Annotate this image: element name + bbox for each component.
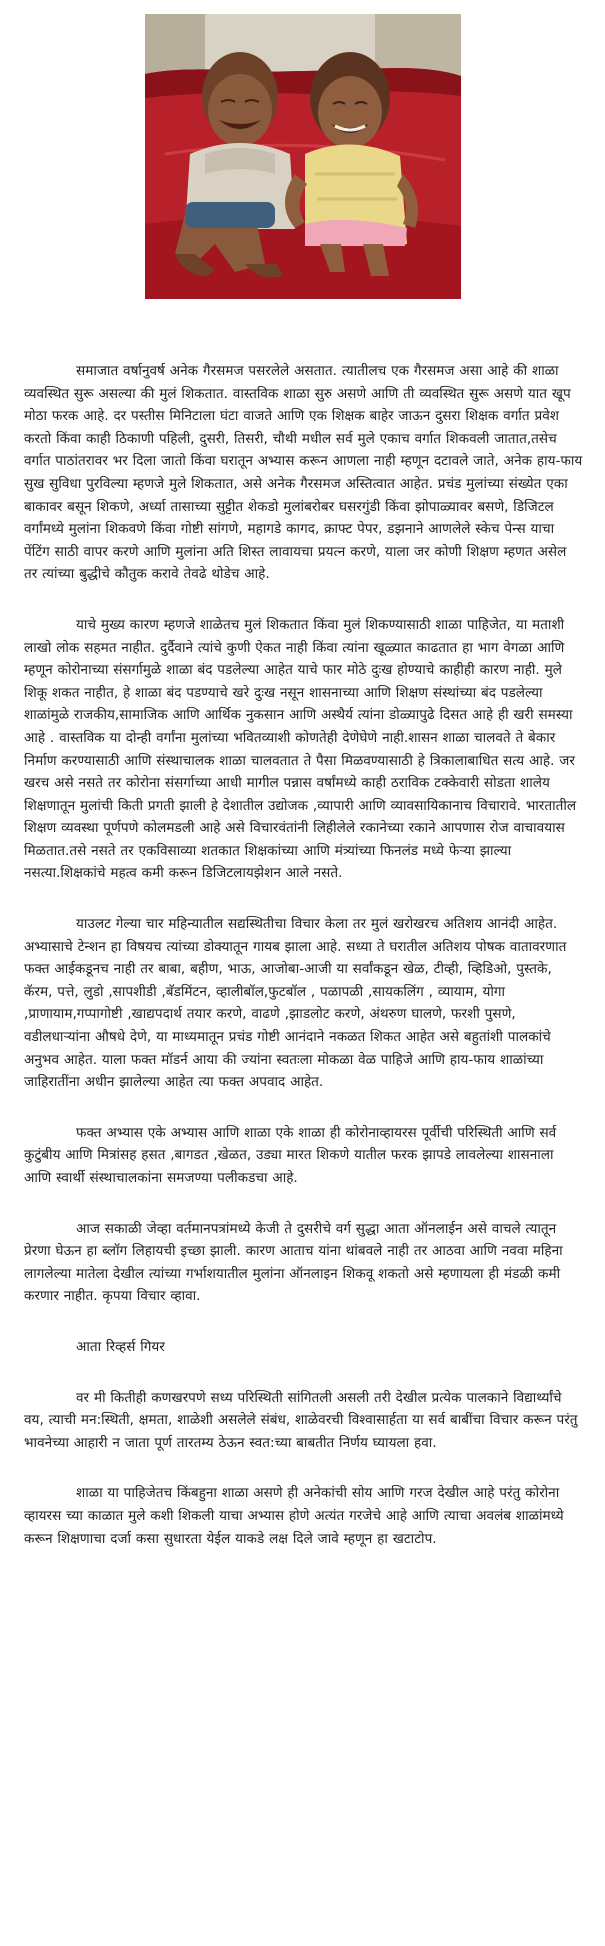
paragraph-3: याउलट गेल्या चार महिन्यातील सद्यस्थितीचा विचार केला तर मुलं खरोखरच अतिशय आनंदी आहेत. अभ्यासाचे टेन्शन हा विषयच त्यांच्या डोक्यातून गायब झाला आहे. सध्या ते घरातील अतिशय पोषक वातावरणात फक्त आईकडूनच नाही तर बाबा, बहीण, भाऊ, आजोबा-आजी या सर्वांकडून खेळ, टीव्ही, व्हिडिओ, पुस्तके, कॅरम, पत्ते, लुडो ,सापशीडी ,बॅडमिंटन, व्हालीबॉल,फुटबॉल , पळापळी ,सायकलिंग , व्यायाम, योगा ,प्राणायाम,गप्पागोष्टी ,खाद्यपदार्थ तयार करणे, वाढणे ,झाडलोट करणे, अंथरुण घालणे, फरशी पुसणे, वडीलधाऱ्यांना औषधे देणे, या माध्यमातून प्रचंड गोष्टी आनंदाने नकळत शिकत आहेत असे बहुतांशी पालकांचे अनुभव आहेत. याला फक्त मॉडर्न आया की ज्यांना स्वतःला मोकळा वेळ पाहिजे आणि हाय-फाय शाळांच्या जाहिरातींना अधीन झालेल्या आहेत त्या फक्त अपवाद आहेत. xyxy=(24,916,567,1091)
section-heading-reverse-gear: आता रिव्हर्स गियर xyxy=(76,1338,165,1355)
paragraph-4: फक्त अभ्यास एके अभ्यास आणि शाळा एके शाळा ही कोरोनाव्हायरस पूर्वीची परिस्थिती आणि सर्व कुटुंबीय आणि मित्रांसह हसत ,बागडत ,खेळत, उड्या मारत शिकणे यातील फरक झापडे लावलेल्या शासनाला आणि स्वार्थी संस्थाचालकांना समजण्या पलीकडचा आहे. xyxy=(24,1124,557,1186)
paragraph-7: शाळा या पाहिजेतच किंबहुना शाळा असणे ही अनेकांची सोय आणि गरज देखील आहे परंतु कोरोना व्हायरस च्या काळात मुले कशी शिकली याचा अभ्यास होणे अत्यंत गरजेचे आहे आणि त्याचा अवलंब शाळांमध्ये करून शिक्षणाचा दर्जा कसा सुधारता येईल याकडे लक्ष दिले जावे म्हणून हा खटाटोप. xyxy=(24,1485,564,1547)
children-photo xyxy=(145,14,461,299)
article-body xyxy=(24,360,584,1578)
paragraph-2: याचे मुख्य कारण म्हणजे शाळेतच मुलं शिकतात किंवा मुलं शिकण्यासाठी शाळा पाहिजेत, या मताशी लाखो लोक सहमत नाहीत. दुर्दैवाने त्यांचे कुणी ऐकत नाही किंवा त्यांना खूळ्यात काढतात हा भाग वेगळा आणि म्हणून कोरोनाच्या संसर्गामुळे शाळा बंद पडलेल्या आहेत याचे फार मोठे दुःख होण्याचे काहीही कारण नाही. मुले शिकू शकत नाहीत, हे शाळा बंद पडण्याचे खरे दुःख नसून शासनाच्या आणि शिक्षण संस्थांच्या बंद पडलेल्या शाळांमुळे राजकीय,सामाजिक आणि आर्थिक नुकसान आणि अस्थैर्य त्यांना डोळ्यापुढे दिसत आहे ही खरी समस्या आहे . वास्तविक या दोन्ही वर्गांना मुलांच्या भवितव्याशी कोणतेही देणेघेणे नाही.शासन शाळा चालवते ते बेकार निर्माण करण्यासाठी आणि संस्थाचालक शाळा चालवतात ते पैसा मिळवण्यासाठी हे त्रिकालाबाधित सत्य आहे. जर खरच असे नसते तर कोरोना संसर्गाच्या आधी मागील पन्नास वर्षांमध्ये काही ठराविक टक्केवारी सोडता शालेय शिक्षणातून मुलांची किती प्रगती झाली हे देशातील उद्योजक ,व्यापारी आणि व्यावसायिकानाच विचारावे. भारतातील शिक्षण व्यवस्था पूर्णपणे कोलमडली आहे असे विचारवंतांनी लिहीलेले रकानेच्या रकाने आपणास रोज वाचावयास मिळतात.तसे नसते तर एकविसाव्या शतकात शिक्षकांच्या आणि मंत्र्यांच्या फिनलंड मध्ये फेऱ्या झाल्या नसत्या.शिक्षकांचे महत्व कमी करून डिजिटलायझेशन आले नसते. xyxy=(24,616,577,882)
paragraph-5: आज सकाळी जेव्हा वर्तमानपत्रांमध्ये केजी ते दुसरीचे वर्ग सुद्धा आता ऑनलाईन असे वाचले त्यातून प्रेरणा घेऊन हा ब्लॉग लिहायची इच्छा झाली. कारण आताच यांना थांबवले नाही तर आठवा आणि नववा महिना लागलेल्या मातेला देखील त्यांच्या गर्भाशयातील मुलांना ऑनलाइन शिकवू शकतो असे म्हणायला ही मंडळी कमी करणार नाहीत. कृपया विचार व्हावा. xyxy=(24,1220,563,1305)
paragraph-1: समाजात वर्षानुवर्ष अनेक गैरसमज पसरलेले असतात. त्यातीलच एक गैरसमज असा आहे की शाळा व्यवस्थित सुरू असल्या की मुलं शिकतात. वास्तविक शाळा सुरु असणे आणि ती व्यवस्थित सुरू असणे यात खूप मोठा फरक आहे. दर पस्तीस मिनिटाला घंटा वाजते आणि एक शिक्षक बाहेर जाऊन दुसरा शिक्षक वर्गात प्रवेश करतो किंवा काही ठिकाणी पहिली, दुसरी, तिसरी, चौथी मधील सर्व मुले एकाच वर्गात शिकवली जातात,तसेच वर्गात पाठांतरावर भर दिला जातो किंवा घरातून अभ्यास करून आणला नाही म्हणून दटावले जाते, अनेक हाय-फाय सुख सुविधा पुरविल्या म्हणजे मुले शिकतात, असे अनेक गैरसमज अस्तित्वात आहेत. प्रचंड मुलांच्या संख्येत एका बाकावर बसून शिकणे, अर्ध्या तासाच्या सुट्टीत शेकडो मुलांबरोबर घसरगुंडी किंवा झोपाळ्यावर बसणे, डिजिटल वर्गांमध्ये मुलांना शिकवणे किंवा गोष्टी सांगणे, महागडे कागद, क्राफ्ट पेपर, डझनाने आणलेले स्केच पेन्स याचा पेंटिंग साठी वापर करणे आणि मुलांना अति शिस्त लावायचा प्रयत्न करणे, याला जर कोणी शिक्षण म्हणत असेल तर त्यांच्या बुद्धीचे कौतुक करावे तेवढे थोडेच आहे. xyxy=(24,363,583,583)
paragraph-6: वर मी कितीही कणखरपणे सध्य परिस्थिती सांगितली असली तरी देखील प्रत्येक पालकाने विद्यार्थ्यांचे वय, त्याची मन:स्थिती, क्षमता, शाळेशी असलेले संबंध, शाळेवरची विश्वासार्हता या सर्व बाबींचा विचार करून परंतु भावनेच्या आहारी न जाता पूर्ण तारतम्य ठेऊन स्वत:च्या बाबतीत निर्णय घ्यायला हवा. xyxy=(24,1389,578,1451)
